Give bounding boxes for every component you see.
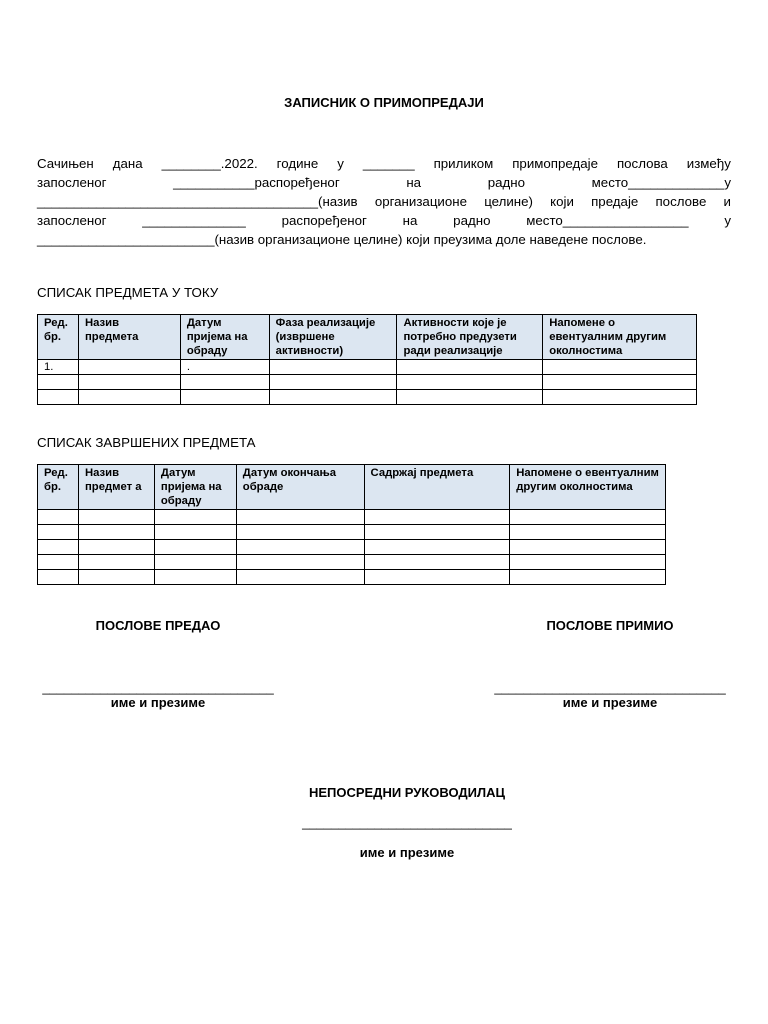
intro-word: ________.2022. bbox=[161, 156, 258, 171]
intro-line-5: ________________________(назив организационе целине) који преузима доле наведене послове. bbox=[37, 232, 647, 247]
table-cell bbox=[38, 540, 79, 555]
intro-word: послова bbox=[616, 156, 668, 171]
intro-word: послове bbox=[655, 194, 707, 209]
table-cell bbox=[510, 540, 666, 555]
intro-word: запосленог bbox=[37, 175, 107, 190]
table-cell bbox=[364, 510, 510, 525]
in-progress-table bbox=[37, 314, 697, 405]
intro-word: у bbox=[724, 213, 731, 228]
intro-word: који bbox=[550, 194, 574, 209]
table-cell bbox=[543, 375, 697, 390]
table-cell bbox=[78, 540, 154, 555]
intro-line-2 bbox=[37, 173, 731, 192]
table-cell bbox=[543, 360, 697, 375]
table-cell bbox=[38, 555, 79, 570]
table-cell: . bbox=[180, 360, 269, 375]
received-label: ПОСЛОВЕ ПРИМИО bbox=[546, 618, 674, 633]
table-cell bbox=[364, 570, 510, 585]
table-cell bbox=[78, 375, 180, 390]
intro-word: на bbox=[402, 213, 418, 228]
intro-word: запосленог bbox=[37, 213, 107, 228]
intro-word: распоређеног bbox=[281, 213, 367, 228]
column-header: Садржај предмета bbox=[364, 465, 510, 510]
table-row bbox=[38, 540, 666, 555]
section-completed-title: СПИСАК ЗАВРШЕНИХ ПРЕДМЕТА bbox=[37, 435, 256, 450]
column-header: Ред. бр. bbox=[38, 465, 79, 510]
intro-word: целине) bbox=[484, 194, 533, 209]
column-header: Напомене о евентуалним другим околностима bbox=[543, 315, 697, 360]
table-cell bbox=[180, 375, 269, 390]
table-cell bbox=[510, 555, 666, 570]
section-in-progress-title: СПИСАК ПРЕДМЕТА У ТОКУ bbox=[37, 285, 219, 300]
table-cell bbox=[397, 390, 543, 405]
column-header: Напомене о евентуалним другим околностима bbox=[510, 465, 666, 510]
signature-line-supervisor: _____________________________ bbox=[302, 815, 512, 830]
intro-word: дана bbox=[112, 156, 143, 171]
table-cell bbox=[78, 555, 154, 570]
table-cell bbox=[38, 510, 79, 525]
table-cell bbox=[180, 390, 269, 405]
table-row bbox=[38, 555, 666, 570]
intro-word: радно bbox=[487, 175, 526, 190]
intro-line-1 bbox=[37, 154, 731, 173]
table-cell bbox=[364, 525, 510, 540]
table-cell bbox=[269, 390, 397, 405]
table-cell bbox=[397, 360, 543, 375]
intro-word: године bbox=[276, 156, 319, 171]
handed-over-label: ПОСЛОВЕ ПРЕДАО bbox=[95, 618, 221, 633]
table-cell bbox=[154, 555, 236, 570]
supervisor-label: НЕПОСРЕДНИ РУКОВОДИЛАЦ bbox=[308, 785, 506, 800]
table-row bbox=[38, 525, 666, 540]
column-header: Ред. бр. bbox=[38, 315, 79, 360]
name-caption-supervisor: име и презиме bbox=[359, 845, 455, 860]
table-cell bbox=[154, 510, 236, 525]
signature-line-right: ________________________________ bbox=[494, 680, 726, 695]
column-header: Фаза реализације (извршене активности) bbox=[269, 315, 397, 360]
name-caption-left: име и презиме bbox=[110, 695, 206, 710]
table-row bbox=[38, 510, 666, 525]
table-cell bbox=[78, 570, 154, 585]
table-cell bbox=[78, 360, 180, 375]
table-cell bbox=[38, 525, 79, 540]
intro-word: у bbox=[337, 156, 344, 171]
table-cell bbox=[78, 510, 154, 525]
table-cell bbox=[78, 525, 154, 540]
intro-word: _______ bbox=[362, 156, 415, 171]
table-cell bbox=[38, 570, 79, 585]
intro-word: место_________________ bbox=[526, 213, 689, 228]
column-header: Датум пријема на обраду bbox=[180, 315, 269, 360]
table-cell bbox=[510, 525, 666, 540]
intro-word: Сачињен bbox=[37, 156, 94, 171]
intro-line-4 bbox=[37, 211, 731, 230]
table-cell bbox=[236, 540, 364, 555]
intro-word: ______________________________________(назив bbox=[37, 194, 358, 209]
table-cell bbox=[236, 510, 364, 525]
table-row bbox=[38, 375, 697, 390]
table-cell bbox=[38, 390, 79, 405]
table-cell bbox=[236, 525, 364, 540]
completed-table bbox=[37, 464, 666, 585]
intro-word: примопредаје bbox=[512, 156, 598, 171]
column-header: Назив предмет а bbox=[78, 465, 154, 510]
intro-word: предаје bbox=[591, 194, 639, 209]
table-cell: 1. bbox=[38, 360, 79, 375]
table-cell bbox=[236, 570, 364, 585]
column-header: Назив предмета bbox=[78, 315, 180, 360]
table-cell bbox=[269, 360, 397, 375]
table-cell bbox=[269, 375, 397, 390]
table-row bbox=[38, 360, 697, 375]
column-header: Датум окончања обраде bbox=[236, 465, 364, 510]
table-row bbox=[38, 390, 697, 405]
table-cell bbox=[364, 555, 510, 570]
table-cell bbox=[78, 390, 180, 405]
intro-word: организационе bbox=[374, 194, 467, 209]
table-cell bbox=[397, 375, 543, 390]
table-cell bbox=[364, 540, 510, 555]
table-cell bbox=[510, 510, 666, 525]
intro-word: радно bbox=[453, 213, 491, 228]
table-cell bbox=[543, 390, 697, 405]
intro-word: ______________ bbox=[142, 213, 246, 228]
table-header-row bbox=[38, 315, 697, 360]
column-header: Активности које је потребно предузети ради реализације bbox=[397, 315, 543, 360]
table-row bbox=[38, 570, 666, 585]
table-cell bbox=[510, 570, 666, 585]
intro-word: између bbox=[686, 156, 731, 171]
intro-word: и bbox=[723, 194, 731, 209]
intro-paragraph bbox=[37, 154, 731, 249]
signature-line-left: ________________________________ bbox=[42, 680, 274, 695]
intro-word: на bbox=[406, 175, 422, 190]
table-header-row bbox=[38, 465, 666, 510]
table-cell bbox=[38, 375, 79, 390]
table-cell bbox=[236, 555, 364, 570]
column-header: Датум пријема на обраду bbox=[154, 465, 236, 510]
intro-word: место_____________у bbox=[591, 175, 731, 190]
intro-word: приликом bbox=[433, 156, 494, 171]
document-title: ЗАПИСНИК О ПРИМОПРЕДАЈИ bbox=[284, 95, 484, 110]
table-cell bbox=[154, 525, 236, 540]
table-cell bbox=[154, 540, 236, 555]
table-cell bbox=[154, 570, 236, 585]
intro-line-3 bbox=[37, 192, 731, 211]
name-caption-right: име и презиме bbox=[562, 695, 658, 710]
intro-word: ___________распоређеног bbox=[173, 175, 340, 190]
